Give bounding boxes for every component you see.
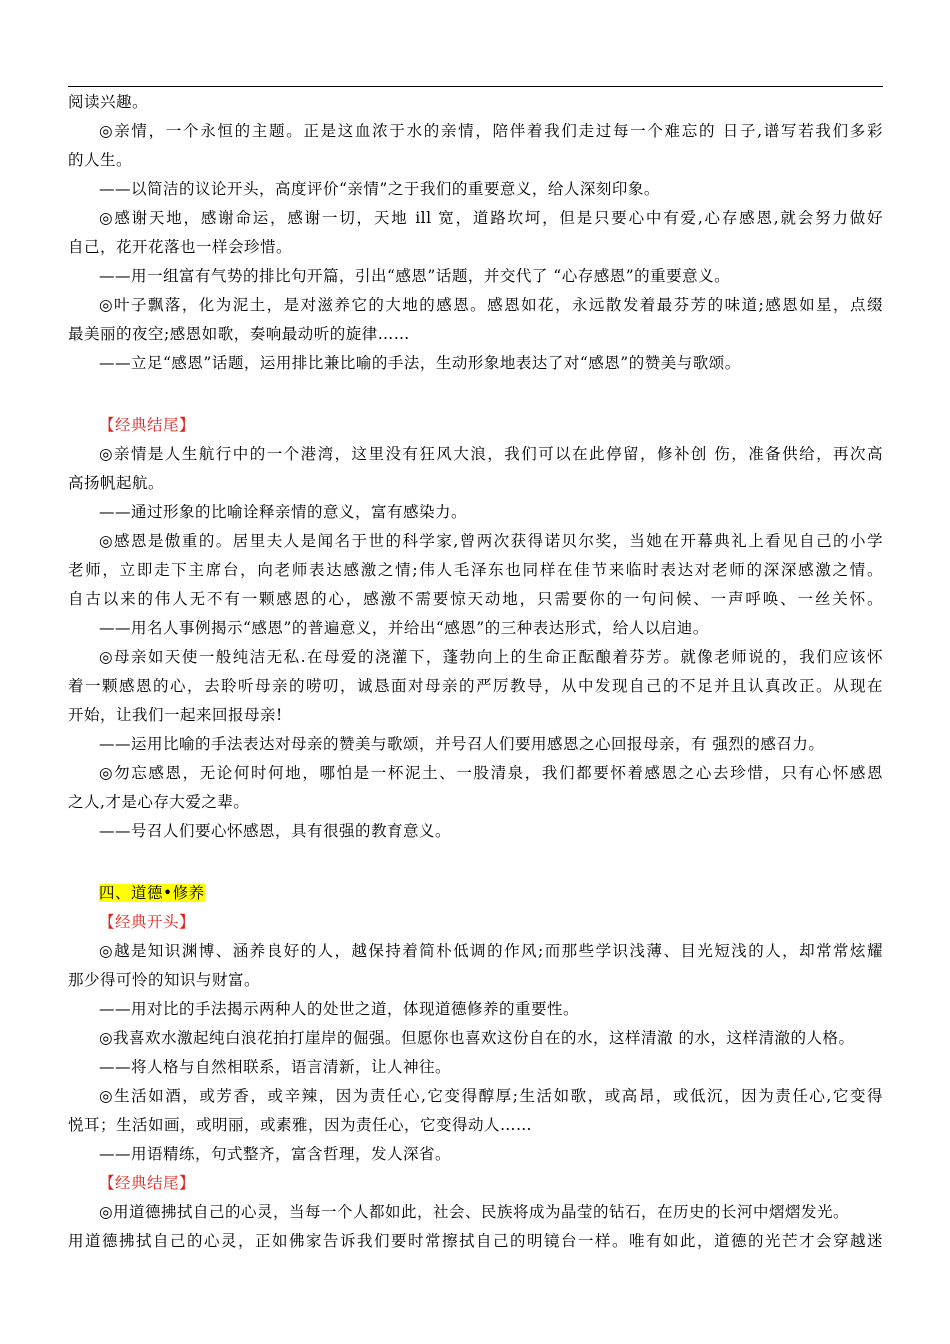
line-text: ◎亲情是人生航行中的一个港湾，这里没有狂风大浪，我们可以在此停留，修补创 伤，准备供给，再次高 [99, 445, 883, 463]
line-text: ——运用比喻的手法表达对母亲的赞美与歌颂，并号召人们要用感恩之心回报母亲，有 强烈的感召力。 [99, 735, 825, 753]
text-line [68, 1227, 883, 1256]
line-text: ——用名人事例揭示“感恩”的普遍意义，并给出“感恩”的三种表达形式，给人以启迪。 [99, 619, 709, 637]
line-text: ——用语精练，句式整齐，富含哲理，发人深省。 [99, 1145, 452, 1163]
paragraph [68, 498, 883, 527]
line-text: ——通过形象的比喻诠释亲情的意义，富有感染力。 [99, 503, 468, 521]
line-text: 自己，花开花落也一样会珍惜。 [68, 238, 293, 256]
line-text: 老师，立即走下主席台，向老师表达感激之情;伟人毛泽东也同样在佳节来临时表达对老师的深深感激之情。 [68, 561, 883, 579]
text-line [68, 498, 883, 527]
line-text: ◎生活如酒，或芳香，或辛辣，因为责任心,它变得醇厚;生活如歌，或高昂，或低沉，因为责任心,它变得 [99, 1087, 883, 1105]
line-text: ◎叶子飘落，化为泥土，是对滋养它的大地的感恩。感恩如花，永远散发着最芬芳的味道;感恩如星，点缀 [99, 296, 883, 314]
section-heading: 【经典开头】 [99, 913, 196, 931]
line-text: 悦耳；生活如画，或明丽，或素雅，因为责任心，它变得动人…… [68, 1116, 533, 1134]
paragraph [68, 643, 883, 730]
line-text: 用道德拂拭自己的心灵，正如佛家告诉我们要时常擦拭自己的明镜台一样。唯有如此，道德的光芒才会穿越迷 [68, 1232, 883, 1250]
paragraph [68, 88, 883, 117]
text-line [68, 469, 883, 498]
line-text: 最美丽的夜空;感恩如歌，奏响最动听的旋律…… [68, 325, 410, 343]
line-text: ◎我喜欢水激起纯白浪花拍打崖岸的倔强。但愿你也喜欢这份自在的水，这样清澈 的水，这样清澈的人格。 [99, 1029, 855, 1047]
line-text: ——以简洁的议论开头，高度评价“亲情”之于我们的重要意义，给人深刻印象。 [99, 180, 660, 198]
text-line [68, 233, 883, 262]
text-line [68, 643, 883, 672]
text-line [68, 262, 883, 291]
paragraph [68, 759, 883, 817]
text-line [68, 788, 883, 817]
chapter-heading: 四、道德•修养 [99, 884, 205, 902]
text-line [68, 730, 883, 759]
text-line [68, 1198, 883, 1227]
text-line [68, 817, 883, 846]
text-line [68, 759, 883, 788]
line-text: 的人生。 [68, 151, 133, 169]
line-text: ◎亲情，一个永恒的主题。正是这血浓于水的亲情，陪伴着我们走过每一个难忘的 日子,谱写若我们多彩 [99, 122, 883, 140]
section-spacer [68, 378, 883, 411]
paragraph [68, 1053, 883, 1082]
line-text: 着一颗感恩的心，去聆听母亲的唠叨，诚恳面对母亲的严厉教导，从中发现自己的不足并且认真改正。从现在 [68, 677, 883, 695]
text-line [68, 937, 883, 966]
text-line [68, 527, 883, 556]
paragraph [68, 1082, 883, 1140]
paragraph [68, 1024, 883, 1053]
line-text: 自古以来的伟人无不有一颗感恩的心，感激不需要惊天动地，只需要你的一句问候、一声呼唤、一丝关怀。 [68, 590, 883, 608]
line-text: 开始，让我们一起来回报母亲! [68, 706, 283, 724]
paragraph [68, 175, 883, 204]
line-text: 高扬帆起航。 [68, 474, 165, 492]
line-text: ◎感谢天地，感谢命运，感谢一切，天地 ill 宽，道路坎坷，但是只要心中有爱,心存感恩,就会努力做好 [99, 209, 883, 227]
text-line [68, 879, 883, 908]
header-rule [68, 86, 883, 87]
text-line [68, 204, 883, 233]
paragraph [68, 349, 883, 378]
text-line [68, 1169, 883, 1198]
line-text: ◎感恩是傲重的。居里夫人是闻名于世的科学家,曾两次获得诺贝尔奖，当她在开幕典礼上看见自己的小学 [99, 532, 883, 550]
text-line [68, 1053, 883, 1082]
paragraph [68, 117, 883, 175]
text-line [68, 614, 883, 643]
paragraph [68, 817, 883, 846]
text-line [68, 349, 883, 378]
paragraph [68, 411, 883, 440]
paragraph [68, 879, 883, 908]
line-text: ◎勿忘感恩，无论何时何地，哪怕是一杯泥土、一股清泉，我们都要怀着感恩之心去珍惜，只有心怀感恩 [99, 764, 883, 782]
text-line [68, 146, 883, 175]
text-line [68, 1082, 883, 1111]
text-line [68, 908, 883, 937]
paragraph [68, 440, 883, 498]
line-text: 之人,才是心存大爱之辈。 [68, 793, 250, 811]
line-text: ——将人格与自然相联系，语言清新，让人神往。 [99, 1058, 452, 1076]
paragraph [68, 730, 883, 759]
paragraph [68, 1198, 883, 1256]
paragraph [68, 937, 883, 995]
text-line [68, 585, 883, 614]
text-line [68, 672, 883, 701]
paragraph [68, 527, 883, 614]
text-line [68, 1111, 883, 1140]
text-line [68, 556, 883, 585]
section-spacer [68, 846, 883, 879]
line-text: ——号召人们要心怀感恩，具有很强的教育意义。 [99, 822, 452, 840]
document-body [68, 88, 883, 1256]
line-text: 阅读兴趣。 [68, 93, 149, 111]
section-heading: 【经典结尾】 [99, 1174, 196, 1192]
line-text: ◎越是知识渊博、涵养良好的人，越保持着简朴低调的作风;而那些学识浅薄、目光短浅的人，却常常炫耀 [99, 942, 883, 960]
paragraph [68, 1140, 883, 1169]
paragraph [68, 614, 883, 643]
text-line [68, 320, 883, 349]
text-line [68, 411, 883, 440]
text-line [68, 995, 883, 1024]
text-line [68, 117, 883, 146]
paragraph [68, 262, 883, 291]
text-line [68, 440, 883, 469]
paragraph [68, 204, 883, 262]
text-line [68, 1140, 883, 1169]
text-line [68, 175, 883, 204]
text-line [68, 966, 883, 995]
line-text: ——用一组富有气势的排比句开篇，引出“感恩”话题，并交代了 “心存感恩”的重要意义。 [99, 267, 731, 285]
text-line [68, 291, 883, 320]
text-line [68, 701, 883, 730]
line-text: ——用对比的手法揭示两种人的处世之道，体现道德修养的重要性。 [99, 1000, 580, 1018]
paragraph [68, 291, 883, 349]
line-text: 那少得可怜的知识与财富。 [68, 971, 261, 989]
text-line [68, 1024, 883, 1053]
line-text: ◎母亲如天使一般纯洁无私.在母爱的浇灌下，蓬勃向上的生命正酝酿着芬芳。就像老师说的，我们应该怀 [99, 648, 883, 666]
paragraph [68, 995, 883, 1024]
paragraph [68, 908, 883, 937]
text-line [68, 88, 883, 117]
line-text: ——立足“感恩”话题，运用排比兼比喻的手法，生动形象地表达了对“感恩”的赞美与歌颂。 [99, 354, 741, 372]
line-text: ◎用道德拂拭自己的心灵，当每一个人都如此，社会、民族将成为晶莹的钻石，在历史的长河中熠熠发光。 [99, 1203, 850, 1221]
paragraph [68, 1169, 883, 1198]
section-heading: 【经典结尾】 [99, 416, 196, 434]
